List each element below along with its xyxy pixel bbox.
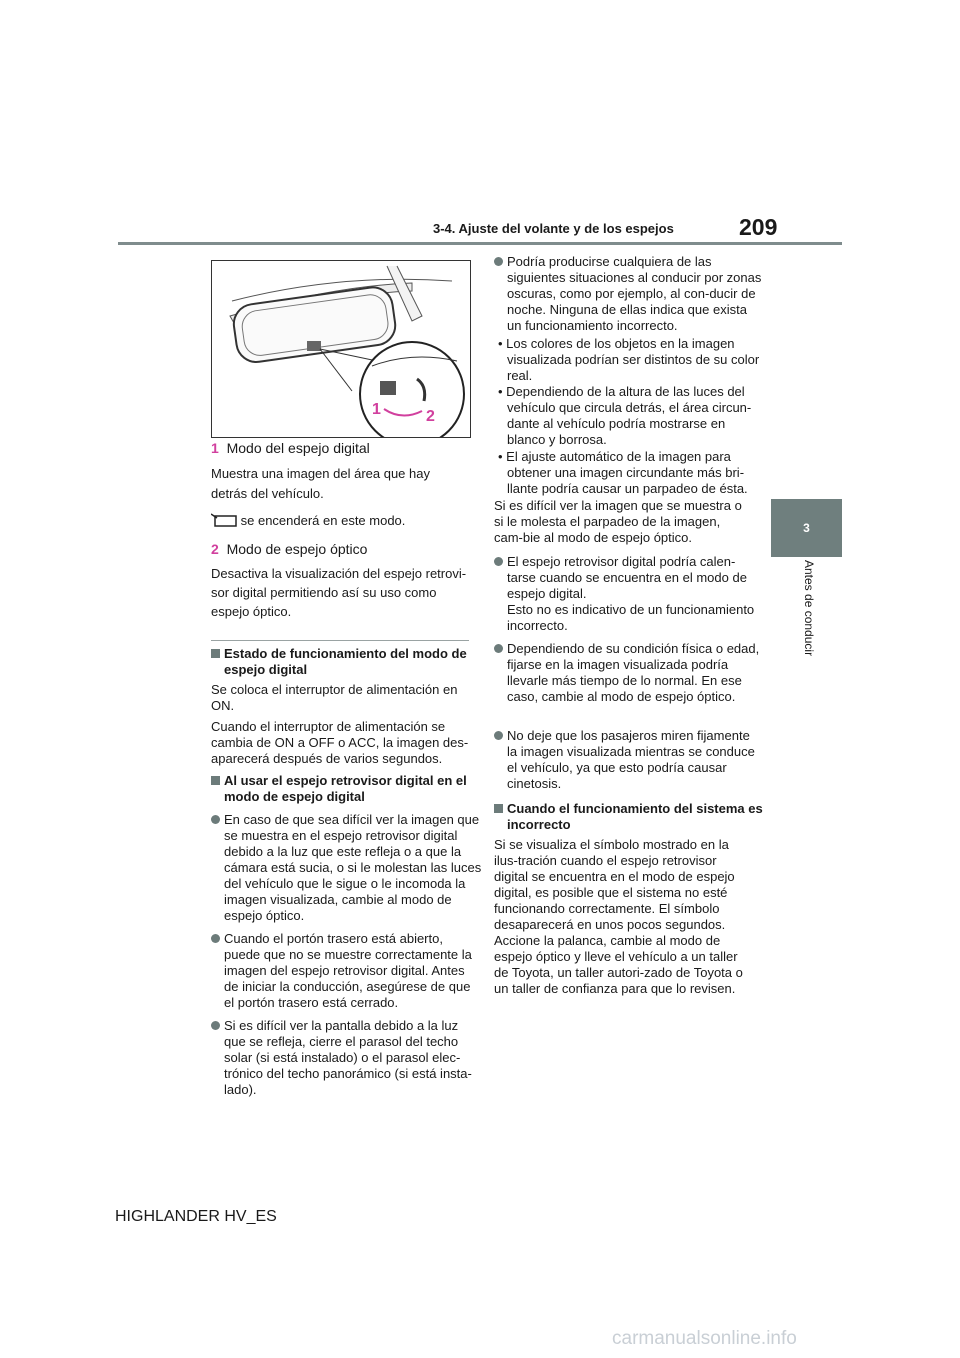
item1-text-a: Muestra una imagen del área que hay	[211, 466, 430, 481]
callout-2: 2	[426, 408, 435, 425]
round-bullet-icon	[211, 1021, 220, 1030]
rear-camera-icon	[211, 513, 237, 527]
right-para-1: Si es difícil ver la imagen que se muestra o si le molesta el parpadeo de la imagen, cam-bie al modo de espejo óptico.	[494, 498, 742, 545]
item1-text-b: detrás del vehículo.	[211, 486, 324, 501]
callout-1: 1	[372, 401, 381, 418]
footer-model: HIGHLANDER HV_ES	[115, 1208, 277, 1225]
item1-icon-note: se encenderá en este modo.	[211, 513, 469, 529]
header-rule	[118, 242, 842, 245]
bullet-7: No deje que los pasajeros miren fijamente la imagen visualizada mientras se conduce el vehículo, ya que esto podría causar cinetosis.	[494, 728, 763, 792]
watermark: carmanualsonline.info	[612, 1328, 797, 1349]
round-bullet-icon	[494, 257, 503, 266]
round-bullet-icon	[211, 934, 220, 943]
round-bullet-icon	[211, 815, 220, 824]
chapter-tab: 3	[771, 499, 842, 557]
sub-item-3: • El ajuste automático de la imagen para obtener una imagen circundante más bri-llante podría causar un parpadeo de ésta.	[498, 449, 748, 496]
square-bullet-icon	[211, 776, 220, 785]
sec1-p2: Cuando el interruptor de alimentación se cambia de ON a OFF o ACC, la imagen des-aparecerá después de varios segundos.	[211, 719, 469, 766]
item2-text-b: sor digital permitiendo así su uso como	[211, 585, 437, 600]
page-number: 209	[739, 214, 778, 240]
sec1-heading: Estado de funcionamiento del modo de espejo digital	[211, 646, 482, 678]
item2-heading: 2 Modo de espejo óptico	[211, 541, 368, 557]
sub-item-2: • Dependiendo de la altura de las luces del vehículo que circula detrás, el área circun-dante al vehículo podría mostrarse en blanco y borrosa.	[498, 384, 752, 447]
bullet-5: El espejo retrovisor digital podría calen-tarse cuando se encuentra en el modo de espejo digital. Esto no es indicativo de un funcionamiento incorrecto.	[494, 554, 763, 634]
round-bullet-icon	[494, 644, 503, 653]
bullet-4: Podría producirse cualquiera de las siguientes situaciones al conducir por zonas oscuras, como por ejemplo, al con-ducir de noche. Ninguna de ellas indica que exista un funcionamiento incorrecto.	[494, 254, 763, 334]
mirror-illustration	[211, 260, 471, 438]
bullet-3: Si es difícil ver la pantalla debido a la luz que se refleja, cierre el parasol del techo solar (si está instalado) o el parasol elec-trónico del techo panorámico (si está insta-lado).	[211, 1018, 482, 1098]
sec3-heading: Cuando el funcionamiento del sistema es incorrecto	[494, 801, 763, 833]
bullet-6: Dependiendo de su condición física o edad, fijarse en la imagen visualizada podría llevarle más tiempo de lo normal. En ese caso, cambie al modo de espejo óptico.	[494, 641, 763, 705]
item2-text-a: Desactiva la visualización del espejo retrovi-	[211, 566, 467, 581]
chapter-label: Antes de conducir	[802, 560, 816, 657]
sub-item-1: • Los colores de los objetos en la imagen visualizada podrían ser distintos de su color real.	[498, 336, 760, 383]
section-header: 3-4. Ajuste del volante y de los espejos	[433, 221, 674, 236]
square-bullet-icon	[211, 649, 220, 658]
square-bullet-icon	[494, 804, 503, 813]
sec3-paragraph: Si se visualiza el símbolo mostrado en la ilus-tración cuando el espejo retrovisor digital se encuentra en el modo de espejo digital, es posible que el sistema no esté funcionando correctamente. El símbolo desaparecerá en unos pocos segundos. Accione la palanca, cambie al modo de espejo óptico y lleve el vehículo a un taller de Toyota, un taller autori-zado de Toyota o un taller de confianza para que lo revisen.	[494, 837, 743, 996]
round-bullet-icon	[494, 731, 503, 740]
rearview-mirror-drawing	[212, 261, 470, 437]
section-divider	[211, 640, 469, 641]
item2-text-c: espejo óptico.	[211, 604, 292, 619]
bullet-1: En caso de que sea difícil ver la imagen que se muestra en el espejo retrovisor digital debido a la luz que este refleja o a que la cámara está sucia, o si le molestan las luces del vehículo que le sigue o le incomoda la imagen visualizada, cambie al modo de espejo óptico.	[211, 812, 482, 924]
round-bullet-icon	[494, 557, 503, 566]
sec1-p1: Se coloca el interruptor de alimentación en ON.	[211, 682, 458, 713]
bullet-2: Cuando el portón trasero está abierto, puede que no se muestre correctamente la imagen del espejo retrovisor digital. Antes de iniciar la conducción, asegúrese de que el portón trasero está cerrado.	[211, 931, 482, 1011]
sec2-heading: Al usar el espejo retrovisor digital en el modo de espejo digital	[211, 773, 482, 805]
item1-heading: 1 Modo del espejo digital	[211, 440, 370, 456]
